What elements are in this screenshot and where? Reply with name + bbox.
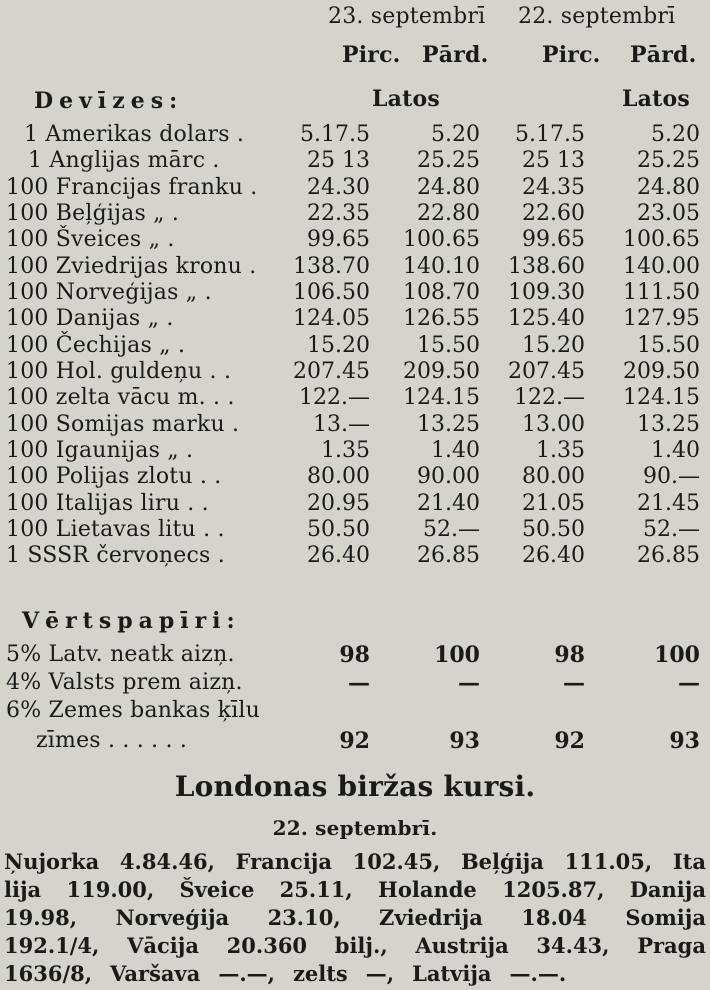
- text-token: Austrija: [415, 933, 509, 958]
- text-token: 1636/8,: [4, 961, 93, 986]
- row-label: 100 zelta vācu m. . .: [6, 385, 235, 410]
- cell-value: 22.60: [522, 201, 585, 226]
- text-token: Somija: [625, 905, 706, 930]
- text-token: 23.10,: [267, 905, 341, 930]
- header-sell-2: Pārd.: [630, 42, 697, 68]
- cell-value: 207.45: [293, 359, 370, 384]
- cell-value: 22.35: [307, 201, 370, 226]
- cell-value: 5.20: [431, 122, 480, 147]
- cell-value: 24.80: [637, 175, 700, 200]
- cell-value: 80.00: [522, 464, 585, 489]
- cell-value: 25 13: [307, 148, 370, 173]
- text-token: 111.05,: [564, 849, 653, 874]
- cell-value: 13.00: [522, 412, 585, 437]
- cell-value: 26.40: [307, 543, 370, 568]
- row-label: zīmes . . . . . .: [36, 728, 188, 753]
- cell-value: 24.35: [522, 175, 585, 200]
- text-token: lija: [4, 877, 42, 902]
- cell-value: 5.17.5: [300, 122, 370, 147]
- text-token: —,: [365, 961, 395, 986]
- text-token: 18.04: [521, 905, 587, 930]
- cell-value: 5.17.5: [515, 122, 585, 147]
- cell-value: 122.—: [514, 385, 585, 410]
- text-token: Norveģija: [115, 905, 230, 930]
- cell-value: 15.50: [417, 333, 480, 358]
- cell-value: 111.50: [623, 280, 700, 305]
- cell-value: 99.65: [307, 227, 370, 252]
- cell-value: —: [563, 670, 585, 696]
- text-token: Latvija: [412, 961, 492, 986]
- cell-value: 22.80: [417, 201, 480, 226]
- cell-value: 13.25: [637, 412, 700, 437]
- cell-value: —: [458, 670, 480, 696]
- cell-value: 100: [654, 642, 700, 668]
- text-token: —.—,: [218, 961, 275, 986]
- text-token: 1205.87,: [502, 877, 605, 902]
- section-currencies-heading: Devīzes:: [34, 88, 184, 114]
- text-token: 119.00,: [66, 877, 155, 902]
- cell-value: 26.85: [417, 543, 480, 568]
- row-label: 4% Valsts prem aizņ.: [6, 670, 243, 695]
- cell-value: 80.00: [307, 464, 370, 489]
- cell-value: 98: [554, 642, 585, 668]
- row-label: 100 Zviedrijas kronu .: [6, 254, 257, 279]
- cell-value: 127.95: [623, 306, 700, 331]
- cell-value: 98: [339, 642, 370, 668]
- cell-value: 92: [339, 728, 370, 754]
- cell-value: —: [678, 670, 700, 696]
- cell-value: 100.65: [623, 227, 700, 252]
- cell-value: 21.05: [522, 491, 585, 516]
- cell-value: 24.80: [417, 175, 480, 200]
- cell-value: 92: [554, 728, 585, 754]
- cell-value: 25.25: [417, 148, 480, 173]
- cell-value: 26.85: [637, 543, 700, 568]
- cell-value: 13.—: [313, 412, 370, 437]
- cell-value: 15.20: [307, 333, 370, 358]
- text-token: Šveice: [179, 877, 255, 902]
- row-label: 100 Čechijas „ .: [6, 333, 186, 358]
- text-token: 25.11,: [279, 877, 353, 902]
- row-label: 100 Lietavas litu . .: [6, 517, 225, 542]
- text-token: zelts: [292, 961, 348, 986]
- cell-value: 209.50: [403, 359, 480, 384]
- text-token: 192.1/4,: [4, 933, 100, 958]
- header-buy-1: Pirc.: [342, 42, 401, 68]
- cell-value: 124.05: [293, 306, 370, 331]
- row-label: 100 Francijas franku .: [6, 175, 258, 200]
- row-label: 100 Igaunijas „ .: [6, 438, 194, 463]
- paragraph-line: [4, 932, 706, 960]
- cell-value: 90.00: [417, 464, 480, 489]
- text-token: Zviedrija: [379, 905, 483, 930]
- row-label: 100 Hol. guldeņu . .: [6, 359, 232, 384]
- cell-value: 26.40: [522, 543, 585, 568]
- cell-value: 125.40: [508, 306, 585, 331]
- row-label: 1 Amerikas dolars .: [24, 122, 245, 147]
- cell-value: 100.65: [403, 227, 480, 252]
- cell-value: 207.45: [508, 359, 585, 384]
- text-token: Ņujorka: [4, 849, 100, 874]
- cell-value: 21.40: [417, 491, 480, 516]
- cell-value: 15.20: [522, 333, 585, 358]
- row-label: 5% Latv. neatk aizņ.: [6, 642, 235, 667]
- paragraph-line: [4, 904, 706, 932]
- text-token: Holande: [378, 877, 477, 902]
- header-buy-2: Pirc.: [542, 42, 601, 68]
- london-rates-paragraph: [4, 848, 706, 988]
- cell-value: 93: [669, 728, 700, 754]
- row-label: 1 SSSR červoņecs .: [6, 543, 225, 568]
- row-label: 1 Anglijas mārc .: [28, 148, 220, 173]
- cell-value: 90.—: [643, 464, 700, 489]
- text-token: 20.360: [226, 933, 308, 958]
- text-token: Vācija: [127, 933, 199, 958]
- cell-value: 126.55: [403, 306, 480, 331]
- text-token: —.—.: [509, 961, 567, 986]
- section-securities-heading: Vērtspapīri:: [22, 608, 241, 634]
- paragraph-line: [4, 960, 706, 988]
- cell-value: 1.35: [536, 438, 585, 463]
- cell-value: 100: [434, 642, 480, 668]
- paragraph-line: [4, 848, 706, 876]
- text-token: Varšava: [110, 961, 201, 986]
- cell-value: 109.30: [508, 280, 585, 305]
- text-token: 102.45,: [352, 849, 441, 874]
- row-label: 6% Zemes bankas ķīlu: [6, 698, 261, 723]
- row-label: 100 Beļģijas „ .: [6, 201, 180, 226]
- cell-value: 138.70: [293, 254, 370, 279]
- cell-value: 50.50: [307, 517, 370, 542]
- text-token: Ita: [672, 849, 706, 874]
- text-token: Francija: [235, 849, 332, 874]
- cell-value: 99.65: [522, 227, 585, 252]
- header-currency-1: Latos: [372, 86, 440, 112]
- text-token: bilj.,: [334, 933, 388, 958]
- cell-value: 108.70: [403, 280, 480, 305]
- text-token: 4.84.46,: [119, 849, 215, 874]
- text-token: Beļģija: [460, 849, 544, 874]
- text-token: 34.43,: [536, 933, 610, 958]
- cell-value: 1.40: [431, 438, 480, 463]
- cell-value: 124.15: [403, 385, 480, 410]
- cell-value: 124.15: [623, 385, 700, 410]
- london-date: 22. septembrī.: [272, 816, 438, 840]
- cell-value: 5.20: [651, 122, 700, 147]
- row-label: 100 Šveices „ .: [6, 227, 175, 252]
- cell-value: 140.00: [623, 254, 700, 279]
- cell-value: 20.95: [307, 491, 370, 516]
- cell-value: 24.30: [307, 175, 370, 200]
- text-token: 19.98,: [4, 905, 78, 930]
- cell-value: 140.10: [403, 254, 480, 279]
- cell-value: 106.50: [293, 280, 370, 305]
- cell-value: 21.45: [637, 491, 700, 516]
- text-token: Praga: [637, 933, 706, 958]
- cell-value: 1.35: [321, 438, 370, 463]
- row-label: 100 Somijas marku .: [6, 412, 240, 437]
- cell-value: 1.40: [651, 438, 700, 463]
- cell-value: 15.50: [637, 333, 700, 358]
- cell-value: 13.25: [417, 412, 480, 437]
- cell-value: —: [348, 670, 370, 696]
- cell-value: 93: [449, 728, 480, 754]
- cell-value: 50.50: [522, 517, 585, 542]
- text-token: Danija: [629, 877, 706, 902]
- cell-value: 52.—: [423, 517, 480, 542]
- cell-value: 122.—: [299, 385, 370, 410]
- paragraph-line: [4, 876, 706, 904]
- cell-value: 209.50: [623, 359, 700, 384]
- header-sell-1: Pārd.: [422, 42, 489, 68]
- cell-value: 25 13: [522, 148, 585, 173]
- row-label: 100 Polijas zlotu . .: [6, 464, 222, 489]
- header-date-23: 23. septembrī: [328, 4, 486, 29]
- row-label: 100 Danijas „ .: [6, 306, 174, 331]
- row-label: 100 Italijas liru . .: [6, 491, 209, 516]
- cell-value: 52.—: [643, 517, 700, 542]
- header-currency-2: Latos: [622, 86, 690, 112]
- row-label: 100 Norveģijas „ .: [6, 280, 212, 305]
- header-date-22: 22. septembrī: [518, 4, 676, 29]
- cell-value: 23.05: [637, 201, 700, 226]
- cell-value: 138.60: [508, 254, 585, 279]
- cell-value: 25.25: [637, 148, 700, 173]
- london-title: Londonas biržas kursi.: [174, 770, 536, 803]
